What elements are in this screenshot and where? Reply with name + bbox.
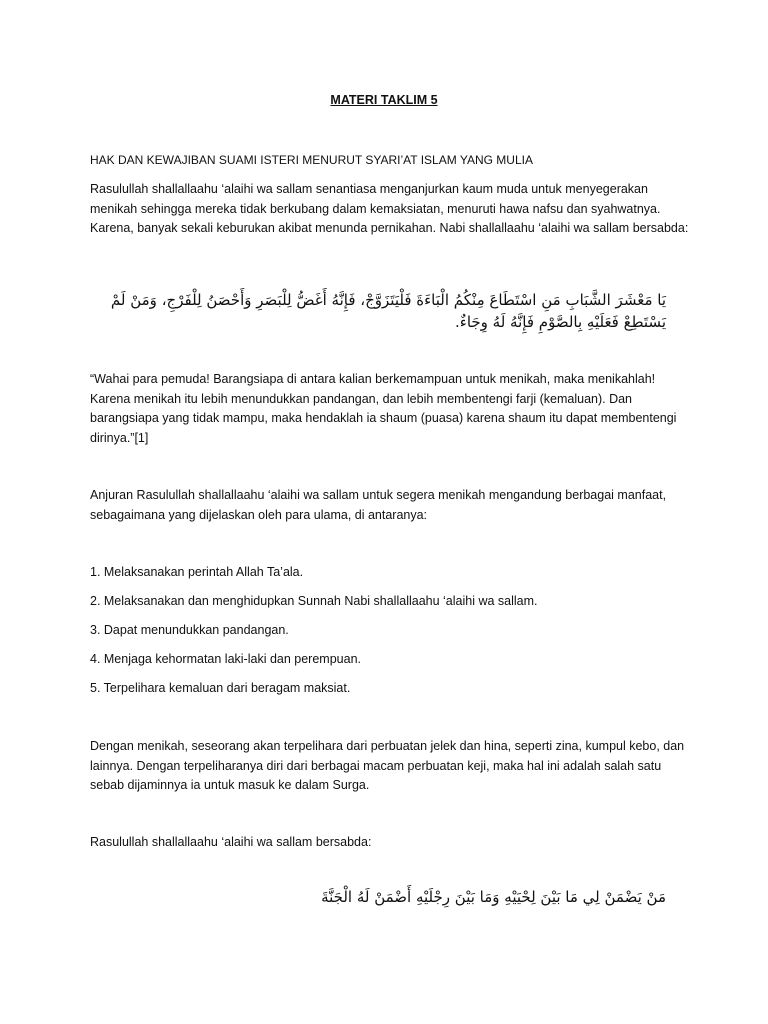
arabic-hadith-2: مَنْ يَضْمَنْ لِي مَا بَيْنَ لِحْيَيْهِ وَمَا بَيْنَ رِجْلَيْهِ أَضْمَنْ لَهُ الْجَنَّةَ [321,888,666,906]
marriage-benefit-paragraph: Dengan menikah, seseorang akan terpelihara dari perbuatan jelek dan hina, seperti zina, kumpul kebo, dan lainnya. Dengan terpeliharanya diri dari berbagai macam perbuatan keji, maka hal ini adalah salah satu sebab dijaminnya ia untuk masuk ke dalam Surga. [90,739,685,792]
intro-paragraph: Rasulullah shallallaahu ‘alaihi wa sallam senantiasa menganjurkan kaum muda untuk menyegerakan menikah sehingga mereka tidak berkubang dalam kemaksiatan, menuruti hawa nafsu dan syahwatnya. Karena, banyak sekali keburukan akibat menunda pernikahan. Nabi shallallaahu ‘alaihi wa sallam bersabda: [90,182,689,235]
arabic-hadith-1: يَا مَعْشَرَ الشَّبَابِ مَنِ اسْتَطَاعَ مِنْكُمُ الْبَاءَةَ فَلْيَتَزَوَّجْ، فَإِنَّهُ أَغَضُّ لِلْبَصَرِ وَأَحْصَنُ لِلْفَرْجِ، وَمَنْ لَمْ يَسْتَطِعْ فَعَلَيْهِ بِالصَّوْمِ فَإِنَّهُ لَهُ وِجَاءٌ. [110,291,666,331]
benefits-intro-paragraph: Anjuran Rasulullah shallallaahu ‘alaihi wa sallam untuk segera menikah mengandung berbagai manfaat, sebagaimana yang dijelaskan oleh para ulama, di antaranya: [90,488,667,522]
document-title: MATERI TAKLIM 5 [330,93,438,107]
list-item: 4. Menjaga kehormatan laki-laki dan perempuan. [90,652,361,666]
list-item: 1. Melaksanakan perintah Allah Ta’ala. [90,565,304,579]
list-item: 5. Terpelihara kemaluan dari beragam maksiat. [90,681,351,695]
section-heading: HAK DAN KEWAJIBAN SUAMI ISTERI MENURUT SYARI’AT ISLAM YANG MULIA [90,153,533,167]
list-item: 3. Dapat menundukkan pandangan. [90,623,289,637]
hadith-intro-paragraph: Rasulullah shallallaahu ‘alaihi wa sallam bersabda: [90,835,372,849]
list-item: 2. Melaksanakan dan menghidupkan Sunnah Nabi shallallaahu ‘alaihi wa sallam. [90,594,538,608]
hadith-translation: “Wahai para pemuda! Barangsiapa di antara kalian berkemampuan untuk menikah, maka menikahlah! Karena menikah itu lebih menundukkan pandangan, dan lebih membentengi farji (kemaluan). Dan barangsiapa yang tidak mampu, maka hendaklah ia shaum (puasa) karena shaum itu dapat membentengi dirinya.”[1] [90,372,677,445]
